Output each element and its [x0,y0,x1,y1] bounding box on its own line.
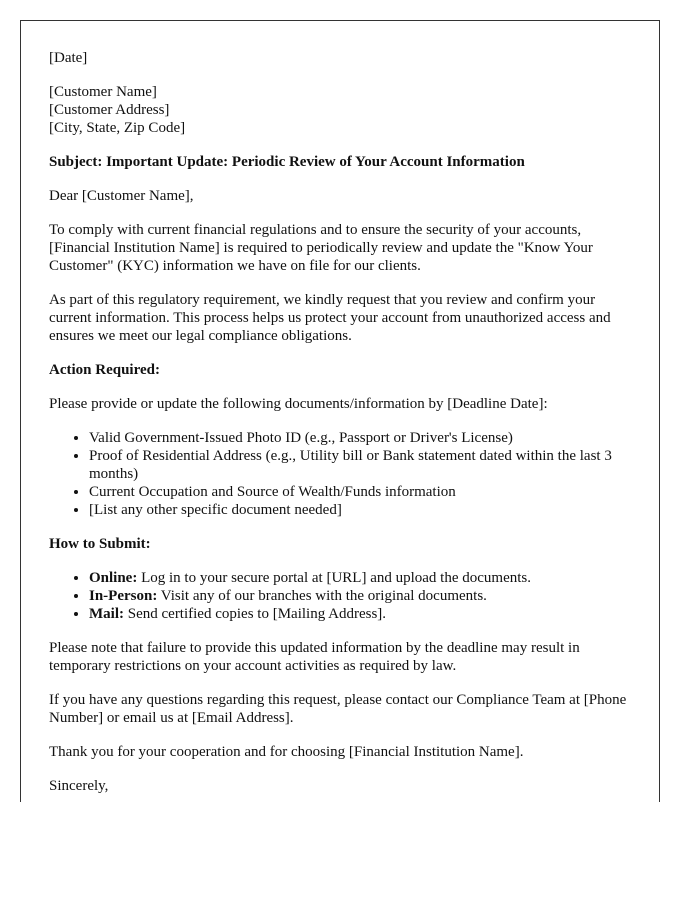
method-label: Mail: [89,606,124,622]
list-item: • Valid Government-Issued Photo ID (e.g., Passport or Driver's License) [89,429,631,447]
recipient-name: [Customer Name] [49,84,157,100]
method-text: Log in to your secure portal at [URL] and upload the documents. [137,570,531,586]
document-list [49,429,631,519]
list-item: • [List any other specific document needed] [89,501,631,519]
contact-paragraph: If you have any questions regarding this request, please contact our Compliance Team at [Phone Number] or email us at [Email Address]. [49,692,627,726]
action-intro: Please provide or update the following documents/information by [Deadline Date]: [49,396,548,412]
list-item [89,605,631,623]
thanks-paragraph: Thank you for your cooperation and for choosing [Financial Institution Name]. [49,744,524,760]
submit-heading: How to Submit: [49,536,151,552]
date: [Date] [49,50,88,66]
signoff: Sincerely, [49,778,109,794]
method-label: In-Person: [89,588,158,604]
method-label: Online: [89,570,138,586]
recipient-address: [Customer Address] [49,102,170,118]
list-item: • Current Occupation and Source of Wealth/Funds information [89,483,631,501]
subject-line: Subject: Important Update: Periodic Review of Your Account Information [49,154,525,170]
warning-paragraph: Please note that failure to provide this updated information by the deadline may result in temporary restrictions on your account activities as required by law. [49,640,580,674]
recipient-block [49,83,631,137]
list-item: • Proof of Residential Address (e.g., Utility bill or Bank statement dated within the last 3 months) [89,447,631,483]
list-item [89,587,631,605]
list-item [89,569,631,587]
submit-methods-list [49,569,631,623]
recipient-city: [City, State, Zip Code] [49,120,186,136]
request-paragraph: As part of this regulatory requirement, we kindly request that you review and confirm your current information. This process helps us protect your account from unauthorized access and ensures we meet our legal compliance obligations. [49,292,611,344]
greeting: Dear [Customer Name], [49,188,194,204]
intro-paragraph: To comply with current financial regulations and to ensure the security of your accounts, [Financial Institution Name] is required to periodically review and update the "Know Your Customer" (KYC) information we have on file for our clients. [49,222,593,274]
action-heading: Action Required: [49,362,160,378]
method-text: Visit any of our branches with the original documents. [157,588,487,604]
letter-page [20,20,660,802]
method-text: Send certified copies to [Mailing Address]. [124,606,387,622]
